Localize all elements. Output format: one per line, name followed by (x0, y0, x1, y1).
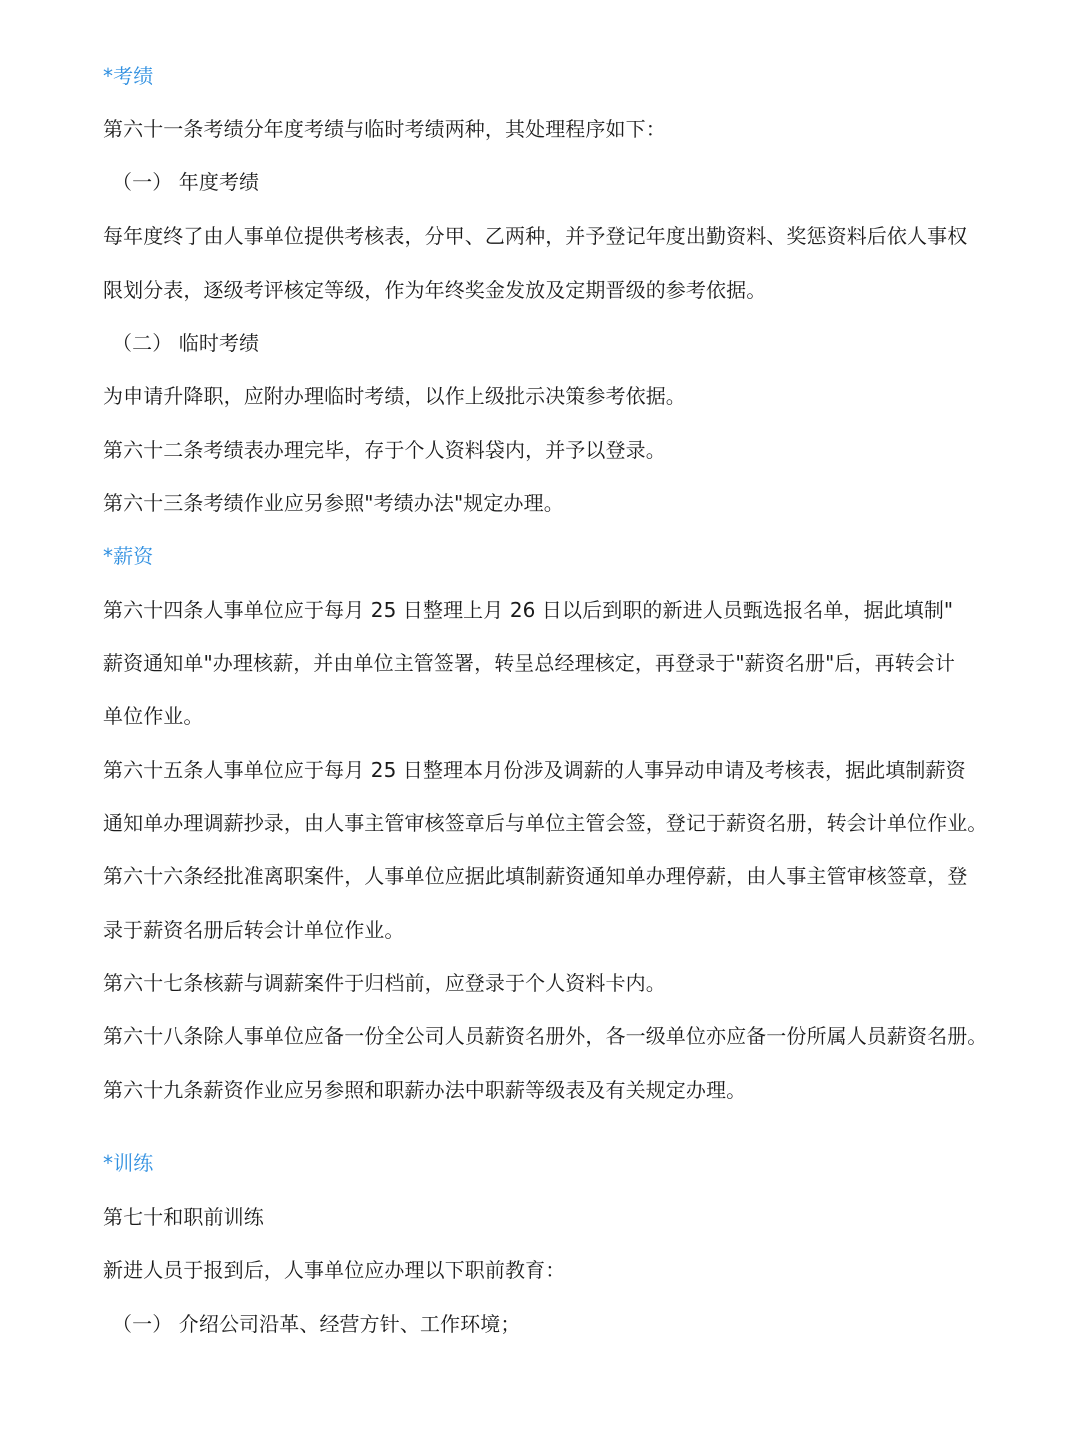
list-item-label: （一） 介绍公司沿革、经营方针、工作环境； (112, 1312, 521, 1336)
list-item-label: （二） 临时考绩 (112, 331, 260, 355)
paragraph-line: 第六十二条考绩表办理完毕，存于个人资料袋内，并予以登录。 (103, 438, 666, 462)
paragraph-line: 通知单办理调薪抄录，由人事主管审核签章后与单位主管会签，登记于薪资名册，转会计单位作业。 (103, 811, 988, 835)
paragraph-line: 第六十五条人事单位应于每月 25 日整理本月份涉及调薪的人事异动申请及考核表，据此填制薪资 (103, 758, 966, 782)
paragraph-line: 第六十七条核薪与调薪案件于归档前，应登录于个人资料卡内。 (103, 971, 666, 995)
paragraph-line: 第六十三条考绩作业应另参照"考绩办法"规定办理。 (103, 491, 564, 515)
paragraph-line: 第六十六条经批准离职案件，人事单位应据此填制薪资通知单办理停薪，由人事主管审核签章，登 (103, 864, 968, 888)
section-heading-xinzi: *薪资 (103, 544, 154, 568)
paragraph-line: 限划分表，逐级考评核定等级，作为年终奖金发放及定期晋级的参考依据。 (103, 278, 767, 302)
section-heading-xunlian: *训练 (103, 1151, 154, 1175)
list-item-label: （一） 年度考绩 (112, 170, 260, 194)
paragraph-line: 每年度终了由人事单位提供考核表，分甲、乙两种，并予登记年度出勤资料、奖惩资料后依人事权 (103, 224, 968, 248)
paragraph-line: 录于薪资名册后转会计单位作业。 (103, 918, 405, 942)
paragraph-line: 新进人员于报到后，人事单位应办理以下职前教育： (103, 1258, 566, 1282)
paragraph-line: 第六十四条人事单位应于每月 25 日整理上月 26 日以后到职的新进人员甄选报名单，据此填制" (103, 598, 954, 622)
paragraph-line: 为申请升降职，应附办理临时考绩，以作上级批示决策参考依据。 (103, 384, 686, 408)
paragraph-line: 薪资通知单"办理核薪，并由单位主管签署，转呈总经理核定，再登录于"薪资名册"后，再转会计 (103, 651, 955, 675)
paragraph-line: 单位作业。 (103, 704, 204, 728)
paragraph-line: 第六十一条考绩分年度考绩与临时考绩两种，其处理程序如下： (103, 117, 666, 141)
paragraph-line: 第七十和职前训练 (103, 1205, 264, 1229)
paragraph-line: 第六十八条除人事单位应备一份全公司人员薪资名册外，各一级单位亦应备一份所属人员薪资名册。 (103, 1024, 988, 1048)
paragraph-line: 第六十九条薪资作业应另参照和职薪办法中职薪等级表及有关规定办理。 (103, 1078, 747, 1102)
section-heading-kaoji: *考绩 (103, 64, 154, 88)
